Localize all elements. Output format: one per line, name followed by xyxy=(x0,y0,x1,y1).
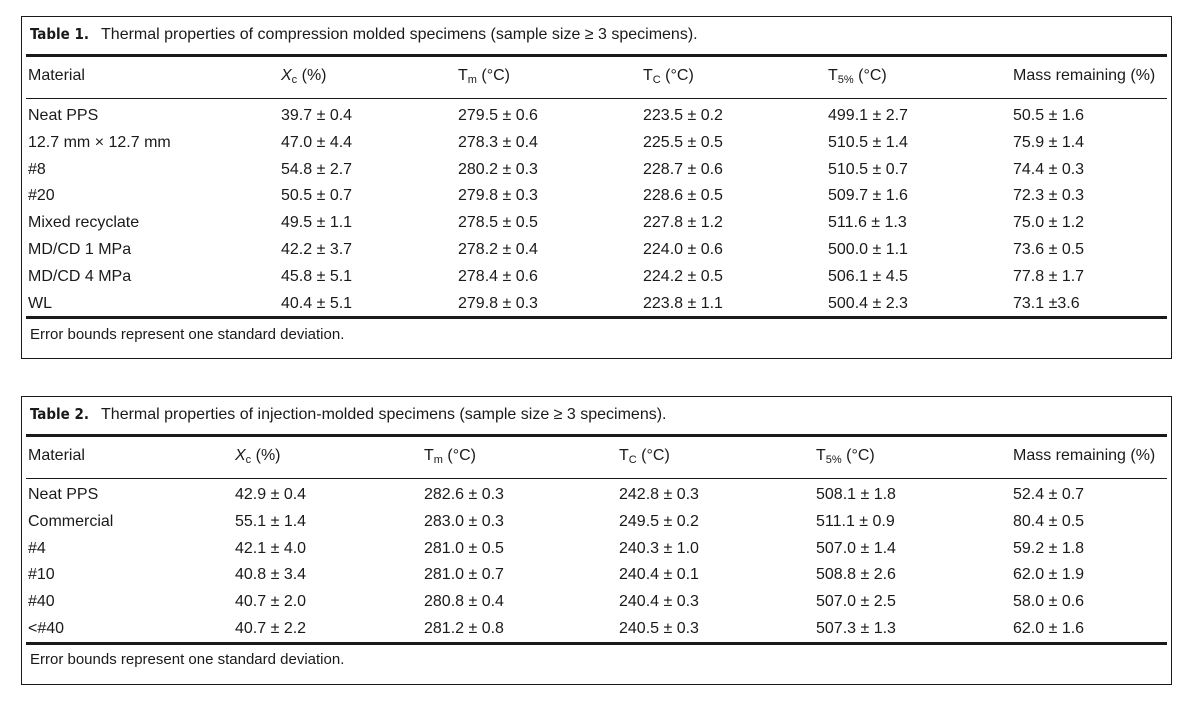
table1-header-t5-subscript: 5% xyxy=(837,74,854,86)
table-row xyxy=(22,102,1171,129)
table-2-caption-text: Thermal properties of injection-molded specimens (sample size ≥ 3 specimens). xyxy=(101,406,667,423)
table-cell-t5: 508.1 ± 1.8 xyxy=(816,486,896,503)
table-cell-material: #40 xyxy=(28,593,55,611)
table-cell-t5: 500.4 ± 2.3 xyxy=(828,294,908,312)
table-row xyxy=(22,182,1171,209)
table-2-header-row xyxy=(22,442,1171,469)
table-1 xyxy=(21,16,1172,359)
table-cell-t5: 499.1 ± 2.7 xyxy=(828,107,908,124)
table-1-bottom-rule xyxy=(26,316,1167,319)
table-cell-xc: 42.1 ± 4.0 xyxy=(235,539,307,557)
table1-header-xc-symbol: X xyxy=(281,67,292,84)
table2-header-tm-unit: (°C) xyxy=(442,447,477,464)
table-cell-mass-remaining: 50.5 ± 1.6 xyxy=(1013,107,1085,124)
table-cell-xc: 42.2 ± 3.7 xyxy=(281,241,353,258)
table1-header-tm xyxy=(458,62,510,89)
table-cell-material: #10 xyxy=(28,566,55,584)
table-cell-tm: 279.5 ± 0.6 xyxy=(458,107,538,124)
table-cell-tc: 223.5 ± 0.2 xyxy=(643,107,723,124)
table-cell-mass-remaining: 59.2 ± 1.8 xyxy=(1013,539,1085,557)
table2-header-material xyxy=(28,442,85,469)
table2-header-xc-symbol: X xyxy=(235,447,246,464)
table-1-caption-text: Thermal properties of compression molded specimens (sample size ≥ 3 specimens). xyxy=(101,26,698,43)
table2-header-t5-subscript: 5% xyxy=(825,454,842,466)
table2-header-mass-remaining-symbol: Mass remaining (%) xyxy=(1013,447,1156,464)
table-cell-xc: 39.7 ± 0.4 xyxy=(281,107,353,124)
table-cell-xc: 54.8 ± 2.7 xyxy=(281,160,353,178)
table-cell-mass-remaining: 62.0 ± 1.9 xyxy=(1013,566,1085,584)
table2-header-tc-subscript: C xyxy=(628,454,637,466)
table-cell-mass-remaining: 75.0 ± 1.2 xyxy=(1013,214,1085,232)
table1-header-material xyxy=(28,62,85,89)
table-cell-tc: 240.5 ± 0.3 xyxy=(619,620,699,637)
table-cell-xc: 40.7 ± 2.2 xyxy=(235,620,307,637)
table-cell-tm: 279.8 ± 0.3 xyxy=(458,187,538,205)
table2-header-tc-symbol: T xyxy=(619,447,629,464)
table1-header-t5-symbol: T xyxy=(828,67,838,84)
table-row xyxy=(22,290,1171,317)
table-cell-tm: 278.5 ± 0.5 xyxy=(458,214,538,232)
table1-header-tm-unit: (°C) xyxy=(476,67,511,84)
table-cell-tm: 281.0 ± 0.7 xyxy=(424,566,504,584)
table-cell-material: MD/CD 4 MPa xyxy=(28,267,132,285)
table-1-footnote: Error bounds represent one standard deviation. xyxy=(30,326,345,343)
table-row xyxy=(22,263,1171,290)
table1-header-tc-subscript: C xyxy=(652,74,661,86)
table1-header-xc xyxy=(281,62,327,89)
table-cell-mass-remaining: 52.4 ± 0.7 xyxy=(1013,486,1085,503)
table-cell-t5: 511.6 ± 1.3 xyxy=(828,214,907,232)
table-cell-tc: 228.7 ± 0.6 xyxy=(643,160,723,178)
table-cell-material: Neat PPS xyxy=(28,107,99,124)
table-cell-material: Mixed recyclate xyxy=(28,214,140,232)
table-cell-t5: 507.0 ± 2.5 xyxy=(816,593,896,611)
table-1-header-rule xyxy=(26,98,1167,99)
table2-header-mass-remaining xyxy=(1013,442,1155,469)
table-2-footnote: Error bounds represent one standard deviation. xyxy=(30,651,345,668)
table2-header-t5 xyxy=(816,442,875,469)
table-cell-tc: 224.0 ± 0.6 xyxy=(643,241,723,258)
table-cell-material: 12.7 mm × 12.7 mm xyxy=(28,133,171,151)
table-row xyxy=(22,129,1171,156)
table2-header-tm-symbol: T xyxy=(424,447,434,464)
table1-header-mass-remaining-symbol: Mass remaining (%) xyxy=(1013,67,1156,84)
table-cell-tc: 225.5 ± 0.5 xyxy=(643,133,723,151)
table-cell-xc: 40.7 ± 2.0 xyxy=(235,593,307,611)
table-cell-tm: 278.4 ± 0.6 xyxy=(458,267,538,285)
table1-header-t5 xyxy=(828,62,887,89)
table-cell-tm: 281.0 ± 0.5 xyxy=(424,539,504,557)
table-row xyxy=(22,615,1171,642)
table-cell-t5: 500.0 ± 1.1 xyxy=(828,241,908,258)
table-cell-tm: 282.6 ± 0.3 xyxy=(424,486,504,503)
table-cell-mass-remaining: 80.4 ± 0.5 xyxy=(1013,512,1085,530)
table-cell-t5: 509.7 ± 1.6 xyxy=(828,187,908,205)
table-cell-material: #4 xyxy=(28,539,46,557)
table-cell-t5: 507.3 ± 1.3 xyxy=(816,620,896,637)
table-cell-tm: 278.3 ± 0.4 xyxy=(458,133,538,151)
table2-header-t5-unit: (°C) xyxy=(841,447,875,464)
table2-header-xc-unit: (%) xyxy=(251,447,281,464)
table-cell-tc: 223.8 ± 1.1 xyxy=(643,294,723,312)
table-cell-mass-remaining: 77.8 ± 1.7 xyxy=(1013,267,1085,285)
table-cell-t5: 507.0 ± 1.4 xyxy=(816,539,896,557)
table-cell-mass-remaining: 73.1 ±3.6 xyxy=(1013,294,1080,312)
table-cell-xc: 47.0 ± 4.4 xyxy=(281,133,353,151)
table1-header-t5-unit: (°C) xyxy=(853,67,887,84)
table-cell-xc: 50.5 ± 0.7 xyxy=(281,187,353,205)
table-cell-tm: 280.8 ± 0.4 xyxy=(424,593,504,611)
table-2-bottom-rule xyxy=(26,642,1167,645)
table-cell-mass-remaining: 74.4 ± 0.3 xyxy=(1013,160,1085,178)
table-cell-material: Commercial xyxy=(28,512,114,530)
table-row xyxy=(22,561,1171,588)
table-cell-xc: 40.8 ± 3.4 xyxy=(235,566,307,584)
table-cell-mass-remaining: 75.9 ± 1.4 xyxy=(1013,133,1085,151)
table-2-top-rule xyxy=(26,434,1167,437)
table-cell-material: #8 xyxy=(28,160,46,178)
table-cell-tc: 240.3 ± 1.0 xyxy=(619,539,699,557)
table-row xyxy=(22,156,1171,183)
table-cell-tm: 279.8 ± 0.3 xyxy=(458,294,538,312)
table1-header-tc-unit: (°C) xyxy=(660,67,694,84)
table-cell-mass-remaining: 73.6 ± 0.5 xyxy=(1013,241,1085,258)
table-cell-tm: 280.2 ± 0.3 xyxy=(458,160,538,178)
table-cell-t5: 511.1 ± 0.9 xyxy=(816,512,895,530)
table2-header-tm-subscript: m xyxy=(433,454,443,466)
table-row xyxy=(22,481,1171,508)
table-row xyxy=(22,535,1171,562)
table-cell-t5: 508.8 ± 2.6 xyxy=(816,566,896,584)
table2-header-xc xyxy=(235,442,281,469)
table1-header-mass-remaining xyxy=(1013,62,1155,89)
table-1-header-row xyxy=(22,62,1171,89)
table-cell-mass-remaining: 72.3 ± 0.3 xyxy=(1013,187,1085,205)
table-cell-t5: 510.5 ± 1.4 xyxy=(828,133,908,151)
table-2-caption xyxy=(30,405,666,424)
table-cell-tm: 278.2 ± 0.4 xyxy=(458,241,538,258)
table-cell-tc: 240.4 ± 0.1 xyxy=(619,566,699,584)
table-cell-tc: 224.2 ± 0.5 xyxy=(643,267,723,285)
table-row xyxy=(22,588,1171,615)
table-cell-tc: 249.5 ± 0.2 xyxy=(619,512,699,530)
table-1-top-rule xyxy=(26,54,1167,57)
table-cell-mass-remaining: 62.0 ± 1.6 xyxy=(1013,620,1085,637)
table-cell-xc: 42.9 ± 0.4 xyxy=(235,486,307,503)
table1-header-xc-subscript: c xyxy=(291,74,298,86)
table2-header-tc-unit: (°C) xyxy=(636,447,670,464)
table-cell-t5: 506.1 ± 4.5 xyxy=(828,267,908,285)
table-cell-xc: 40.4 ± 5.1 xyxy=(281,294,353,312)
table-cell-material: Neat PPS xyxy=(28,486,99,503)
table1-header-tm-symbol: T xyxy=(458,67,468,84)
table-cell-material: WL xyxy=(28,294,52,312)
table-cell-tm: 283.0 ± 0.3 xyxy=(424,512,504,530)
table-cell-material: <#40 xyxy=(28,620,65,637)
table-2-label: Table 2. xyxy=(30,405,90,423)
table-cell-material: #20 xyxy=(28,187,55,205)
table2-header-t5-symbol: T xyxy=(816,447,826,464)
table2-header-tc xyxy=(619,442,670,469)
table-cell-mass-remaining: 58.0 ± 0.6 xyxy=(1013,593,1085,611)
table-row xyxy=(22,209,1171,236)
table-cell-tc: 240.4 ± 0.3 xyxy=(619,593,699,611)
table-cell-tc: 242.8 ± 0.3 xyxy=(619,486,699,503)
table-cell-tc: 228.6 ± 0.5 xyxy=(643,187,723,205)
table-1-label: Table 1. xyxy=(30,25,90,43)
table1-header-tc-symbol: T xyxy=(643,67,653,84)
table-cell-t5: 510.5 ± 0.7 xyxy=(828,160,908,178)
table2-header-material-symbol: Material xyxy=(28,447,85,464)
table1-header-tc xyxy=(643,62,694,89)
table-cell-tm: 281.2 ± 0.8 xyxy=(424,620,504,637)
table-row xyxy=(22,508,1171,535)
table-cell-xc: 55.1 ± 1.4 xyxy=(235,512,307,530)
table-1-caption xyxy=(30,25,698,44)
table-cell-material: MD/CD 1 MPa xyxy=(28,241,132,258)
table2-header-xc-subscript: c xyxy=(245,454,252,466)
table2-header-tm xyxy=(424,442,476,469)
table1-header-material-symbol: Material xyxy=(28,67,85,84)
table-cell-xc: 49.5 ± 1.1 xyxy=(281,214,353,232)
table1-header-xc-unit: (%) xyxy=(297,67,327,84)
table-cell-xc: 45.8 ± 5.1 xyxy=(281,267,353,285)
table-2 xyxy=(21,396,1172,685)
table-row xyxy=(22,236,1171,263)
table-cell-tc: 227.8 ± 1.2 xyxy=(643,214,723,232)
table1-header-tm-subscript: m xyxy=(467,74,477,86)
table-2-header-rule xyxy=(26,478,1167,479)
